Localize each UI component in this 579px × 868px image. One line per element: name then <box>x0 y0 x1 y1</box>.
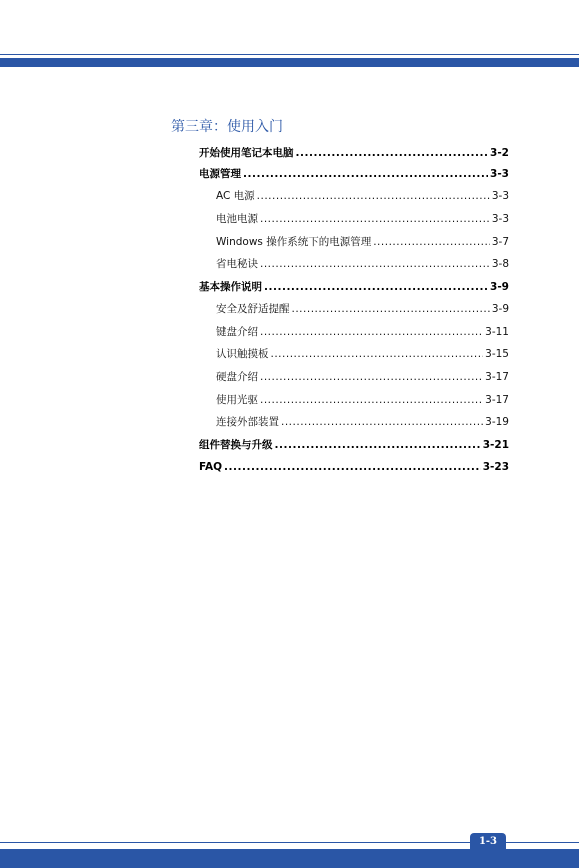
toc-subentry[interactable] <box>216 415 509 429</box>
header-thin-rule <box>0 54 579 55</box>
toc-dot-leader <box>260 257 490 271</box>
toc-subentry[interactable] <box>216 212 509 226</box>
toc-dot-leader <box>264 280 488 294</box>
toc-entry-label: 电池电源 <box>216 213 258 225</box>
toc-entry[interactable] <box>199 146 509 160</box>
toc-entry-page: 3-15 <box>485 348 509 360</box>
toc-dot-leader <box>243 167 488 181</box>
toc-dot-leader <box>281 415 483 429</box>
toc-entry-label: 认识触摸板 <box>216 348 269 360</box>
toc-entry-page: 3-19 <box>485 416 509 428</box>
toc-entry-page: 3-11 <box>485 326 509 338</box>
toc-subentry[interactable] <box>216 370 509 384</box>
toc-entry-label: 基本操作说明 <box>199 281 262 293</box>
toc-dot-leader <box>257 189 490 203</box>
toc-dot-leader <box>296 146 489 160</box>
toc-dot-leader <box>275 438 481 452</box>
toc-entry-page: 3-8 <box>491 258 509 270</box>
toc-entry-page: 3-3 <box>491 213 509 225</box>
toc-entry-page: 3-21 <box>482 439 509 451</box>
toc-entry-page: 3-17 <box>485 371 509 383</box>
toc-entry-label: 使用光驱 <box>216 394 258 406</box>
toc-entry-page: 3-23 <box>482 461 509 473</box>
header-band <box>0 58 579 67</box>
toc-entry[interactable] <box>199 280 509 294</box>
toc-entry-label: AC 电源 <box>216 190 255 202</box>
toc-dot-leader <box>224 460 481 474</box>
toc-entry[interactable] <box>199 438 509 452</box>
toc-entry-label: FAQ <box>199 461 223 473</box>
toc-dot-leader <box>271 347 484 361</box>
toc-entry-page: 3-17 <box>485 394 509 406</box>
toc-entry-page: 3-9 <box>491 303 509 315</box>
toc-entry[interactable] <box>199 167 509 181</box>
toc-entry-label: 连接外部装置 <box>216 416 279 428</box>
toc-dot-leader <box>292 302 490 316</box>
toc-entry-page: 3-3 <box>491 190 509 202</box>
toc-subentry[interactable] <box>216 302 509 316</box>
toc-subentry[interactable] <box>216 347 509 361</box>
toc-entry-label: 省电秘诀 <box>216 258 258 270</box>
toc-entry-label: 安全及舒适提醒 <box>216 303 290 315</box>
toc-subentry[interactable] <box>216 393 509 407</box>
toc-subentry[interactable] <box>216 189 509 203</box>
toc-dot-leader <box>260 393 483 407</box>
toc-subentry[interactable] <box>216 257 509 271</box>
toc-entry-page: 3-3 <box>490 168 509 180</box>
toc-entry-label: 硬盘介绍 <box>216 371 258 383</box>
toc-dot-leader <box>260 212 490 226</box>
toc-entry-label: 键盘介绍 <box>216 326 258 338</box>
page-number: 1-3 <box>478 836 498 847</box>
toc-subentry[interactable] <box>216 325 509 339</box>
toc-dot-leader <box>373 235 490 249</box>
toc-subentry[interactable] <box>216 235 509 249</box>
toc-entry-label: 开始使用笔记本电脑 <box>199 147 294 159</box>
toc-entry-label: 组件替换与升级 <box>199 439 273 451</box>
toc-entry-label: Windows 操作系统下的电源管理 <box>216 236 372 248</box>
toc-dot-leader <box>260 370 483 384</box>
toc-entry[interactable] <box>199 460 509 474</box>
toc-entry-page: 3-9 <box>490 281 509 293</box>
chapter-title: 第三章：使用入门 <box>171 119 283 135</box>
toc-entry-page: 3-7 <box>491 236 509 248</box>
toc-entry-page: 3-2 <box>490 147 509 159</box>
toc-entry-label: 电源管理 <box>199 168 241 180</box>
toc-dot-leader <box>260 325 483 339</box>
